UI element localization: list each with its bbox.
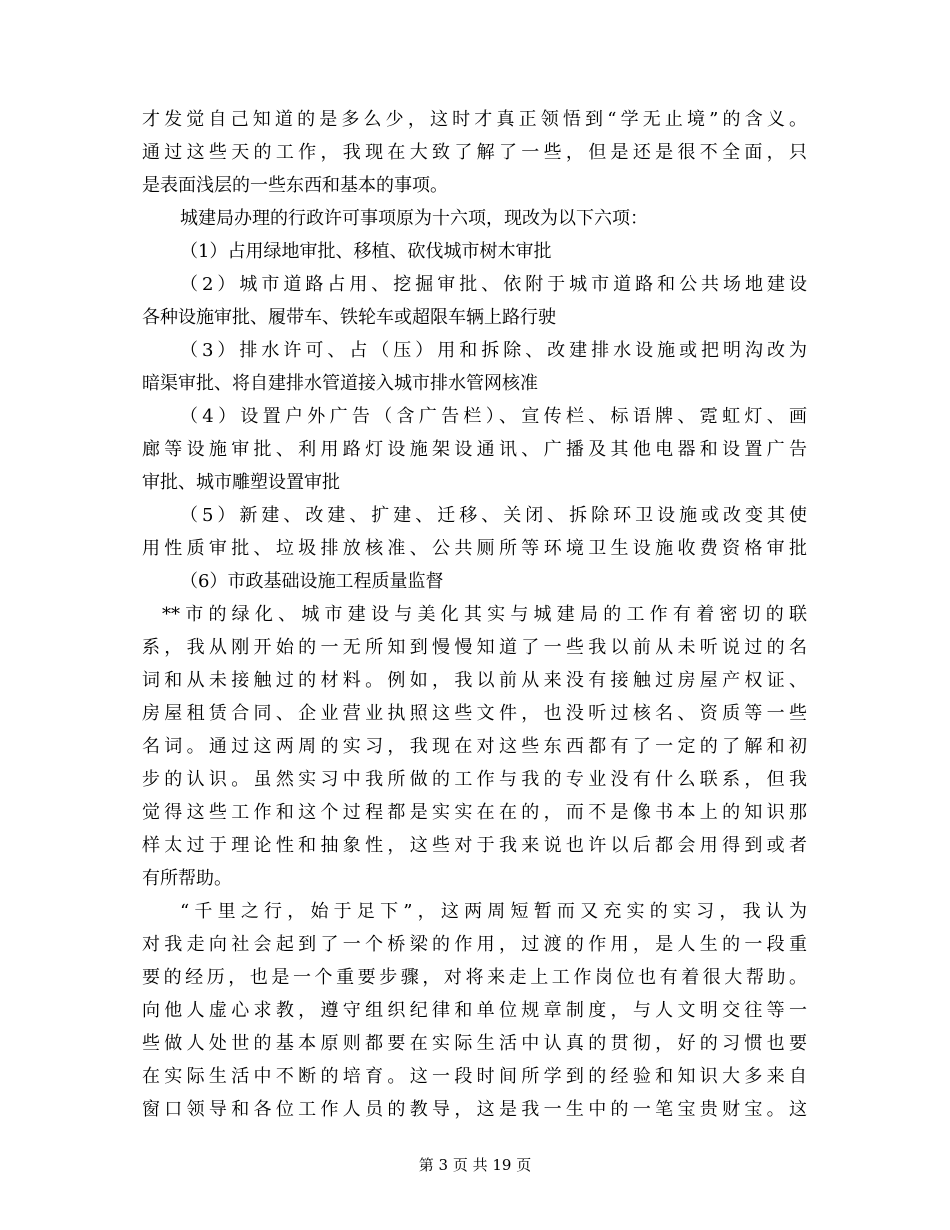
text-line: 觉得这些工作和这个过程都是实实在在的，而不是像书本上的知识那 — [142, 802, 807, 823]
text-line: 才发觉自己知道的是多么少，这时才真正领悟到“学无止境”的含义。 — [142, 109, 807, 130]
text-line: 系，我从刚开始的一无所知到慢慢知道了一些我以前从未听说过的名 — [142, 637, 807, 658]
text-line: **市的绿化、城市建设与美化其实与城建局的工作有着密切的联 — [162, 604, 807, 625]
text-line: 暗渠审批、将自建排水管道接入城市排水管网核准 — [142, 373, 538, 394]
text-line: 在实际生活中不断的培育。这一段时间所学到的经验和知识大多来自 — [142, 1066, 807, 1087]
text-line: 样太过于理论性和抽象性，这些对于我来说也许以后都会用得到或者 — [142, 835, 807, 856]
text-line: 词和从未接触过的材料。例如，我以前从来没有接触过房屋产权证、 — [142, 670, 807, 691]
text-line: 审批、城市雕塑设置审批 — [142, 472, 340, 493]
text-line: 各种设施审批、履带车、铁轮车或超限车辆上路行驶 — [142, 307, 556, 328]
text-line: 是表面浅层的一些东西和基本的事项。 — [142, 175, 448, 196]
text-line: （3）排水许可、占（压）用和拆除、改建排水设施或把明沟改为 — [180, 340, 807, 361]
text-line: （4）设置户外广告（含广告栏）、宣传栏、标语牌、霓虹灯、画 — [180, 406, 807, 427]
text-line: （5）新建、改建、扩建、迁移、关闭、拆除环卫设施或改变其使 — [180, 505, 807, 526]
body-text — [142, 103, 807, 1126]
text-line: 用性质审批、垃圾排放核准、公共厕所等环境卫生设施收费资格审批 — [142, 538, 807, 559]
text-line: 些做人处世的基本原则都要在实际生活中认真的贯彻，好的习惯也要 — [142, 1033, 807, 1054]
text-line: 城建局办理的行政许可事项原为十六项，现改为以下六项： — [180, 208, 648, 229]
text-line: 廊等设施审批、利用路灯设施架设通讯、广播及其他电器和设置广告 — [142, 439, 807, 460]
text-line: 通过这些天的工作，我现在大致了解了一些，但是还是很不全面，只 — [142, 142, 807, 163]
text-line: （2）城市道路占用、挖掘审批、依附于城市道路和公共场地建设 — [180, 274, 807, 295]
text-line: 有所帮助。 — [142, 868, 232, 889]
text-line: 房屋租赁合同、企业营业执照这些文件，也没听过核名、资质等一些 — [142, 703, 807, 724]
page-footer: 第 3 页 共 19 页 — [418, 1156, 532, 1174]
text-line: 向他人虚心求教，遵守组织纪律和单位规章制度，与人文明交往等一 — [142, 1000, 807, 1021]
text-line: 窗口领导和各位工作人员的教导，这是我一生中的一笔宝贵财宝。这 — [142, 1099, 807, 1120]
text-line: “千里之行，始于足下”，这两周短暂而又充实的实习，我认为 — [180, 901, 807, 922]
text-line: 对我走向社会起到了一个桥梁的作用，过渡的作用，是人生的一段重 — [142, 934, 807, 955]
text-line: 名词。通过这两周的实习，我现在对这些东西都有了一定的了解和初 — [142, 736, 807, 757]
text-line: 要的经历，也是一个重要步骤，对将来走上工作岗位也有着很大帮助。 — [142, 967, 807, 988]
text-line: （6）市政基础设施工程质量监督 — [180, 571, 444, 592]
text-line: 步的认识。虽然实习中我所做的工作与我的专业没有什么联系，但我 — [142, 769, 807, 790]
text-line: （1）占用绿地审批、移植、砍伐城市树木审批 — [180, 241, 552, 262]
